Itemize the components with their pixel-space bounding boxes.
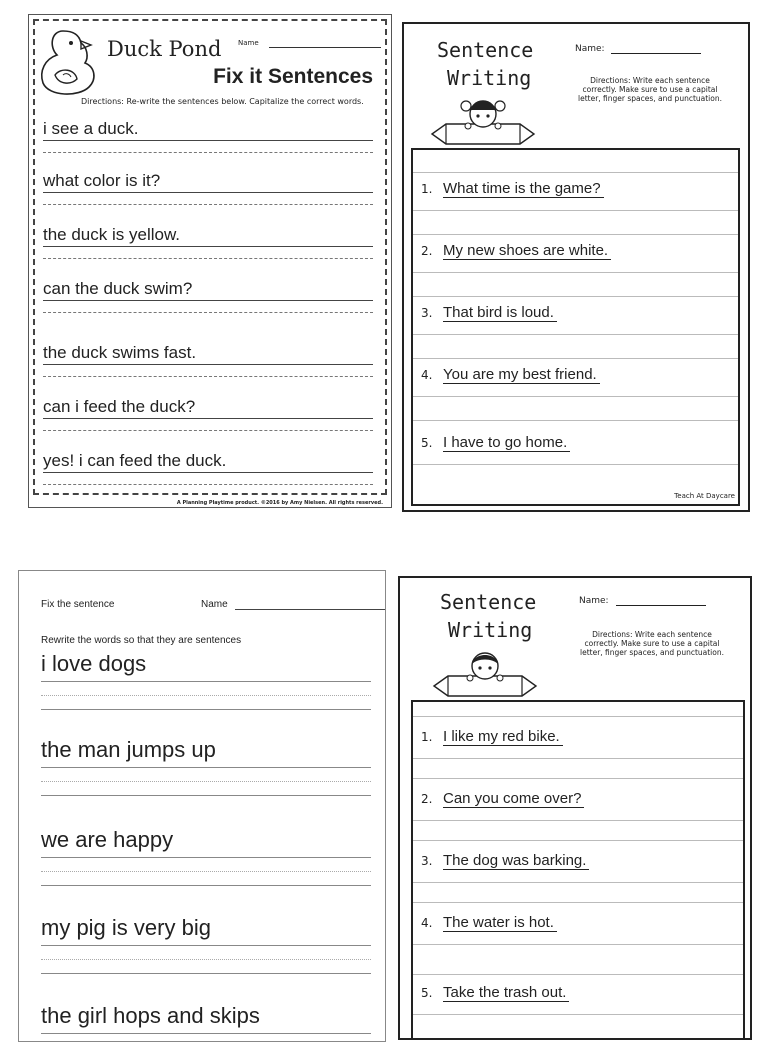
sentence-text: i see a duck. [43,119,139,138]
fix-the-sentence-worksheet [18,570,386,1042]
item-number: 5. [421,986,433,1000]
sentence-row [41,737,371,807]
worksheet-subtitle: Fix it Sentences [213,65,373,88]
item-number: 3. [421,854,433,868]
sentence-row [43,333,373,377]
writing-box [411,148,740,506]
sentence-text: what color is it? [43,171,161,190]
writing-box [411,700,745,1040]
name-line [616,605,706,606]
name-label: Name [201,599,228,610]
sentence-text: the duck swims fast. [43,343,197,362]
numbered-sentence-row [413,768,743,830]
item-number: 2. [421,244,433,258]
directions: Directions: Write each sentence correctly. Make sure to use a capital letter, finger spaces, and punctuation. [578,76,722,103]
duck-icon [35,23,101,101]
sentence-text: we are happy [41,827,174,852]
sentence-text: I like my red bike. [443,728,563,746]
item-number: 4. [421,916,433,930]
sentence-text: Take the trash out. [443,984,569,1002]
sentence-text: my pig is very big [41,915,211,940]
directions: Directions: Re-write the sentences below. Capitalize the correct words. [81,97,364,106]
sentence-row [43,441,373,485]
sentence-text: That bird is loud. [443,304,557,322]
sentence-text: The dog was barking. [443,852,589,870]
name-label: Name: [579,596,609,606]
sentence-row [43,215,373,259]
sentence-text: can the duck swim? [43,279,193,298]
sentence-text: I have to go home. [443,434,570,452]
worksheet-title-line2: Writing [447,66,532,90]
sentence-text: can i feed the duck? [43,397,196,416]
sentence-row [41,1003,371,1042]
name-line [611,53,701,54]
sentence-text: You are my best friend. [443,366,600,384]
sentence-row [41,827,371,897]
worksheet-title: Fix the sentence [41,599,115,610]
numbered-sentence-row [413,346,738,408]
numbered-sentence-row [413,222,738,284]
numbered-sentence-row [413,408,738,470]
sentence-text: Can you come over? [443,790,584,808]
sentence-row [41,651,371,721]
name-line [235,609,385,610]
sentence-text: i love dogs [41,651,147,676]
sentence-writing-worksheet-bottom [398,576,752,1040]
sentence-text: The water is hot. [443,914,557,932]
item-number: 4. [421,368,433,382]
sentence-text: the duck is yellow. [43,225,181,244]
numbered-sentence-row [413,830,743,892]
numbered-sentence-row [413,284,738,346]
name-line [269,47,381,48]
sentence-row [43,109,373,153]
name-label: Name [238,39,259,47]
boy-pencil-icon [430,644,540,698]
copyright-footer: A Planning Playtime product. ©2016 by Amy Nielsen. All rights reserved. [176,500,383,506]
numbered-sentence-row [413,964,743,1026]
sentence-row [43,387,373,431]
sentence-text: What time is the game? [443,180,604,198]
sentence-text: My new shoes are white. [443,242,611,260]
sentence-text: the man jumps up [41,737,216,762]
numbered-sentence-row [413,892,743,954]
girl-pencil-icon [428,92,538,146]
sentence-text: the girl hops and skips [41,1003,260,1028]
sentence-row [43,161,373,205]
worksheet-title: Duck Pond [107,37,222,61]
item-number: 3. [421,306,433,320]
numbered-sentence-row [413,160,738,222]
item-number: 2. [421,792,433,806]
worksheet-title-line2: Writing [448,618,533,642]
numbered-sentence-row [413,706,743,768]
sentence-row [43,269,373,313]
item-number: 5. [421,436,433,450]
directions: Directions: Write each sentence correctly. Make sure to use a capital letter, finger spaces, and punctuation. [580,630,724,657]
sentence-writing-worksheet-top [402,22,750,512]
worksheet-title: Sentence [440,590,537,614]
item-number: 1. [421,730,433,744]
item-number: 1. [421,182,433,196]
directions: Rewrite the words so that they are sentences [41,635,242,646]
worksheet-title: Sentence [437,38,534,62]
name-label: Name: [575,44,605,54]
sentence-text: yes! i can feed the duck. [43,451,227,470]
sentence-row [41,915,371,985]
duck-pond-worksheet [28,14,392,508]
credit-text: Teach At Daycare [674,492,735,500]
